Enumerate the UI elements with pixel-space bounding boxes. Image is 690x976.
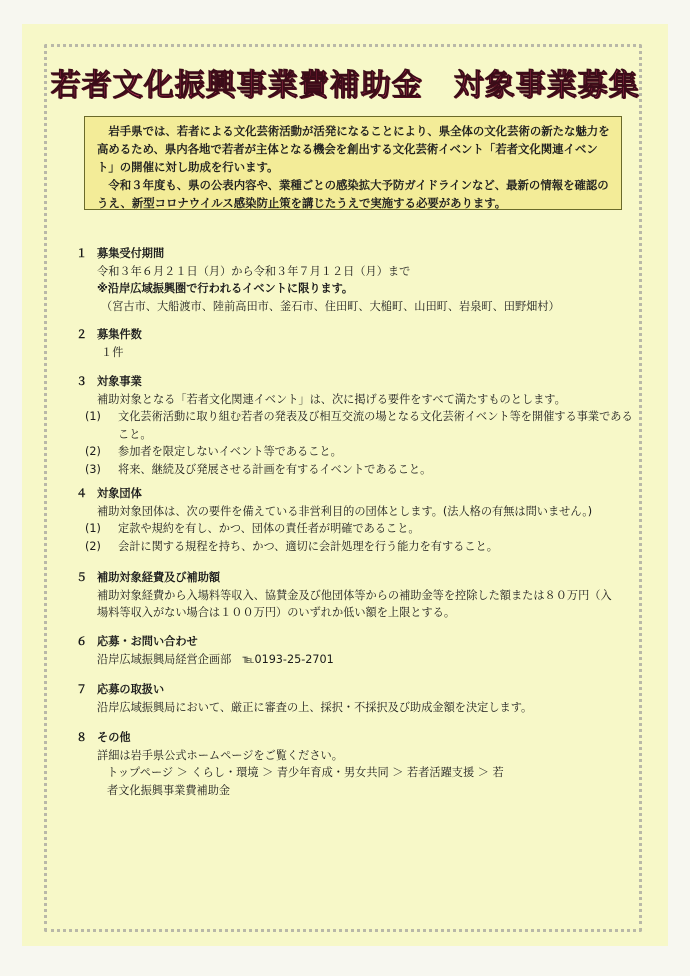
section-heading: [76, 485, 656, 503]
item-marker: (1): [85, 522, 101, 535]
intro-box: [84, 116, 622, 210]
section-title: 応募・お問い合わせ: [97, 635, 198, 648]
section-lead: 補助対象となる「若者文化関連イベント」は、次に掲げる要件をすべて満たすものとします。: [97, 392, 566, 406]
item-text: 将来、継続及び発展させる計画を有するイベントであること。: [118, 462, 432, 476]
selection-text: 沿岸広域振興局において、厳正に審査の上、採択・不採択及び助成金額を決定します。: [97, 700, 533, 714]
period-dates: 令和３年６月２１日（月）から令和３年７月１２日（月）まで: [97, 264, 411, 278]
list-item: [85, 520, 656, 538]
subsidy-text: 補助対象経費から入場料等収入、協賛金及び他団体等からの補助金等を控除した額または８０万円（入: [97, 588, 612, 602]
page-title: 若者文化振興事業費補助金 対象事業募集: [50, 68, 640, 103]
list-item: [85, 538, 656, 556]
item-text: 定款や規約を有し、かつ、団体の責任者が明確であること。: [118, 522, 420, 535]
item-text: 参加者を限定しないイベント等であること。: [118, 445, 342, 458]
contact-info: 沿岸広域振興局経営企画部 ℡0193-25-2701: [97, 652, 334, 666]
section-title: 補助対象経費及び補助額: [97, 571, 221, 584]
item-marker: (2): [85, 539, 101, 553]
section-heading: [76, 326, 656, 344]
section-heading: [76, 245, 656, 263]
section-selection: [76, 681, 656, 716]
section-title: 対象事業: [97, 375, 142, 388]
section-number: ２: [76, 328, 88, 341]
item-marker: (2): [85, 445, 101, 458]
section-title: その他: [97, 731, 131, 744]
section-eligible-projects: [76, 373, 656, 478]
item-marker: (3): [85, 462, 101, 476]
section-heading: [76, 729, 656, 747]
section-number: １: [76, 247, 88, 260]
section-lead: 補助対象団体は、次の要件を備えている非営利目的の団体とします。(法人格の有無は問いません。): [97, 504, 593, 518]
website-path: 者文化振興事業費補助金: [107, 783, 231, 797]
list-item: [85, 461, 637, 479]
section-subsidy-amount: [76, 569, 656, 622]
section-title: 募集受付期間: [97, 247, 165, 260]
section-number: ５: [76, 571, 88, 584]
item-text: 会計に関する規程を持ち、かつ、適切に会計処理を行う能力を有すること。: [118, 539, 498, 553]
subsidy-text: 場料等収入がない場合は１００万円）のいずれか低い額を上限とする。: [97, 606, 456, 619]
section-number: ３: [76, 375, 88, 388]
website-path: トップページ ＞ くらし・環境 ＞ 青少年育成・男女共同 ＞ 若者活躍支援 ＞ 若: [107, 766, 504, 779]
section-number: ６: [76, 635, 88, 648]
item-text: 文化芸術活動に取り組む若者の発表及び相互交流の場となる文化芸術イベント等を開催する事業であること。: [118, 410, 633, 441]
details-text: 詳細は岩手県公式ホームページをご覧ください。: [97, 748, 343, 762]
section-number: ７: [76, 683, 88, 696]
section-heading: [76, 373, 656, 391]
list-item: [85, 443, 637, 461]
award-count: １件: [101, 345, 124, 359]
section-title: 募集件数: [97, 328, 142, 341]
section-title: 応募の取扱い: [97, 683, 165, 696]
item-marker: (1): [85, 410, 101, 423]
section-contact: [76, 633, 656, 668]
intro-paragraph: 岩手県では、若者による文化芸術活動が活発になることにより、県全体の文化芸術の新たな魅力を高めるため、県内各地で若者が主体となる機会を創出する文化芸術イベント「若者文化関連イベント」の開催に対し助成を行います。: [97, 124, 610, 174]
section-number: ８: [76, 731, 88, 744]
section-eligible-organizations: [76, 485, 656, 555]
section-application-period: [76, 245, 656, 315]
section-number: ４: [76, 487, 88, 500]
section-heading: [76, 569, 656, 587]
section-number-of-awards: [76, 326, 656, 361]
section-heading: [76, 681, 656, 699]
intro-paragraph: 令和３年度も、県の公表内容や、業種ごとの感染拡大予防ガイドラインなど、最新の情報を確認のうえ、新型コロナウイルス感染防止策を講じたうえで実施する必要があります。: [97, 178, 609, 210]
section-heading: [76, 633, 656, 651]
area-list: （宮古市、大船渡市、陸前高田市、釜石市、住田町、大槌町、山田町、岩泉町、田野畑村）: [101, 299, 560, 313]
list-item: [85, 408, 633, 443]
section-other: [76, 729, 656, 799]
area-note: ※沿岸広域振興圏で行われるイベントに限ります。: [97, 282, 354, 295]
section-title: 対象団体: [97, 487, 142, 500]
